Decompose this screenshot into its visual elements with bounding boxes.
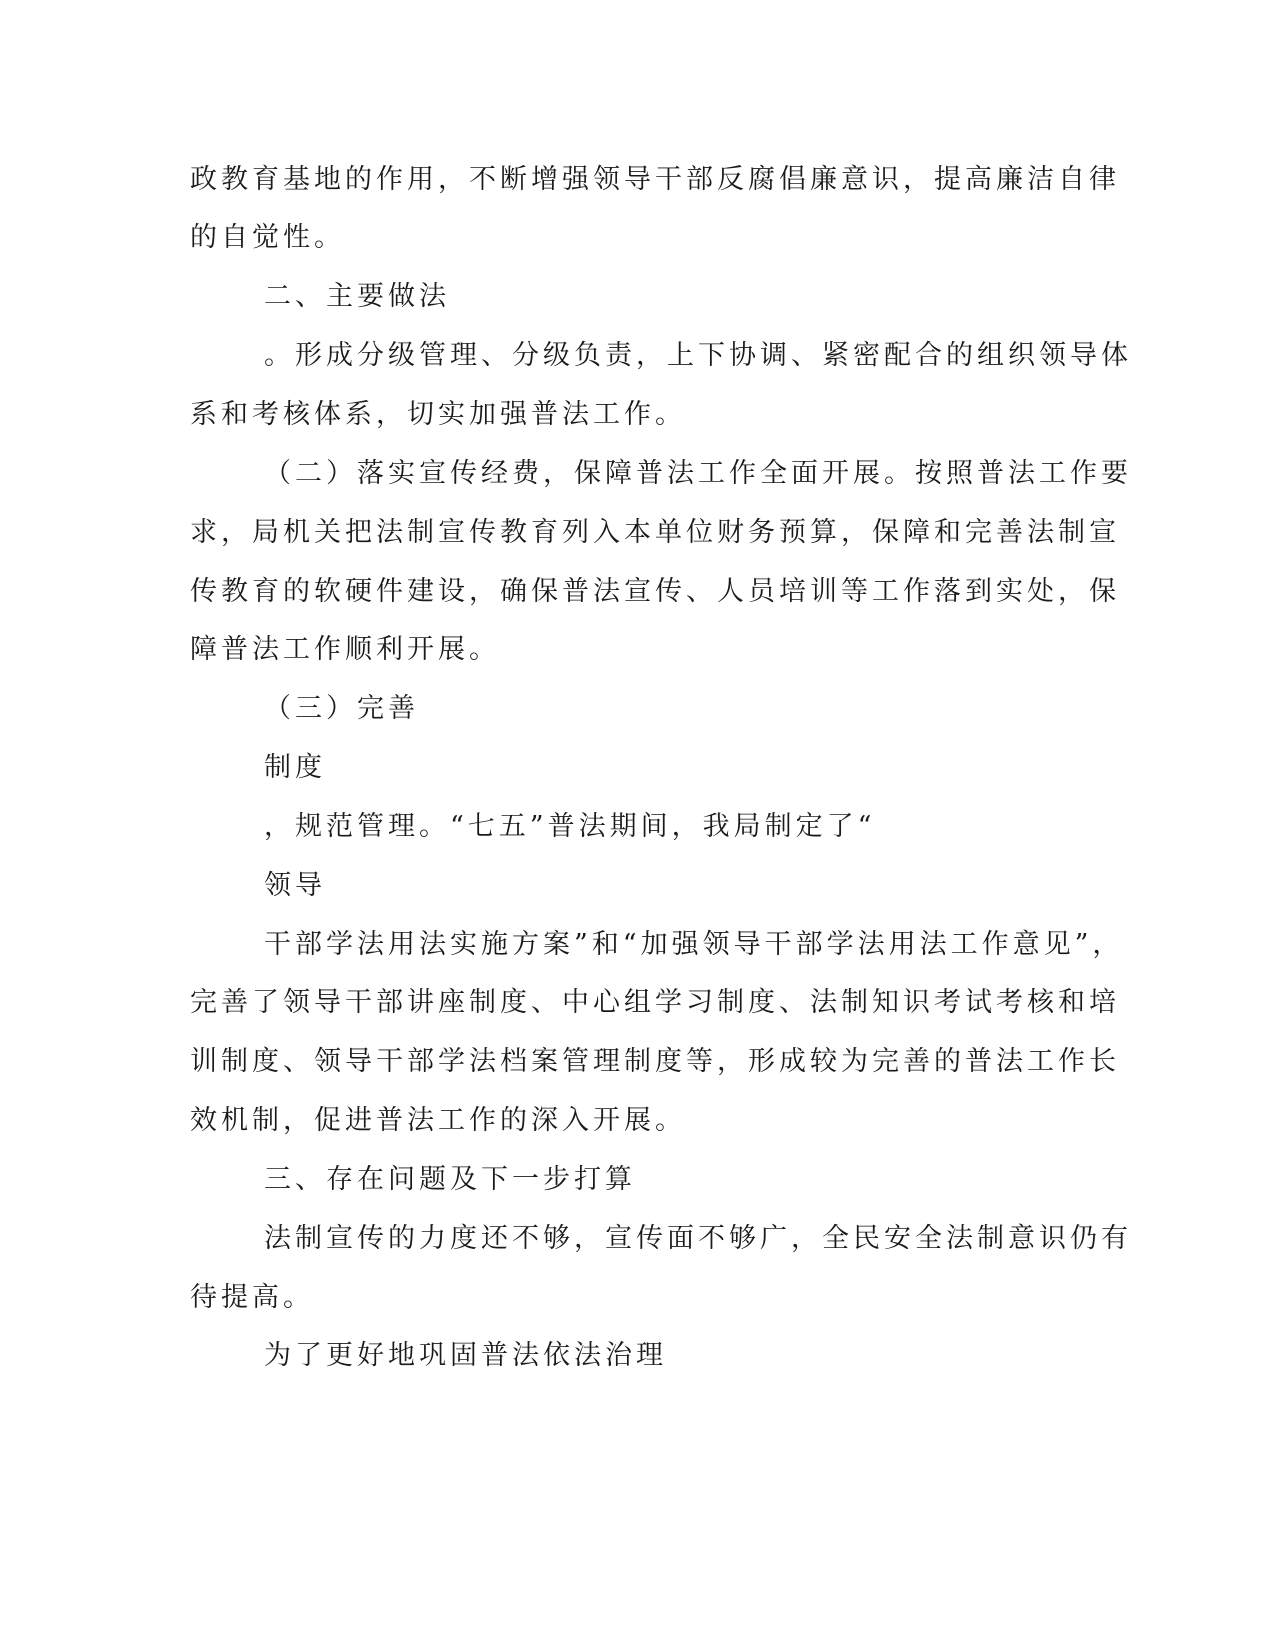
subsection-3-line: （三）完善 [264,693,419,724]
text-line-5: 系和考核体系，切实加强普法工作。 [190,399,686,430]
text-line-17: 效机制，促进普法工作的深入开展。 [190,1105,686,1136]
text-line-13: 领导 [264,870,326,901]
text-line-4: 。形成分级管理、分级负责，上下协调、紧密配合的组织领导体 [264,340,1132,371]
text-line-14: 干部学法用法实施方案”和“加强领导干部学法用法工作意见”， [264,929,1124,960]
text-line-20: 待提高。 [190,1282,314,1313]
text-line-11: 制度 [264,752,326,783]
text-line-8: 传教育的软硬件建设，确保普法宣传、人员培训等工作落到实处，保 [190,576,1120,607]
section-heading-2: 二、主要做法 [264,281,450,312]
text-line-21: 为了更好地巩固普法依法治理 [264,1340,667,1371]
text-line-2: 的自觉性。 [190,222,345,253]
text-line-19: 法制宣传的力度还不够，宣传面不够广，全民安全法制意识仍有 [264,1223,1132,1254]
text-line-7: 求，局机关把法制宣传教育列入本单位财务预算，保障和完善法制宣 [190,517,1120,548]
text-line-9: 障普法工作顺利开展。 [190,634,500,665]
section-heading-3: 三、存在问题及下一步打算 [264,1164,636,1195]
text-line-12: ，规范管理。“七五”普法期间，我局制定了“ [264,811,876,842]
text-line-16: 训制度、领导干部学法档案管理制度等，形成较为完善的普法工作长 [190,1046,1120,1077]
text-line-15: 完善了领导干部讲座制度、中心组学习制度、法制知识考试考核和培 [190,987,1120,1018]
text-line-1: 政教育基地的作用，不断增强领导干部反腐倡廉意识，提高廉洁自律 [190,164,1120,195]
subsection-2-line: （二）落实宣传经费，保障普法工作全面开展。按照普法工作要 [264,458,1132,489]
